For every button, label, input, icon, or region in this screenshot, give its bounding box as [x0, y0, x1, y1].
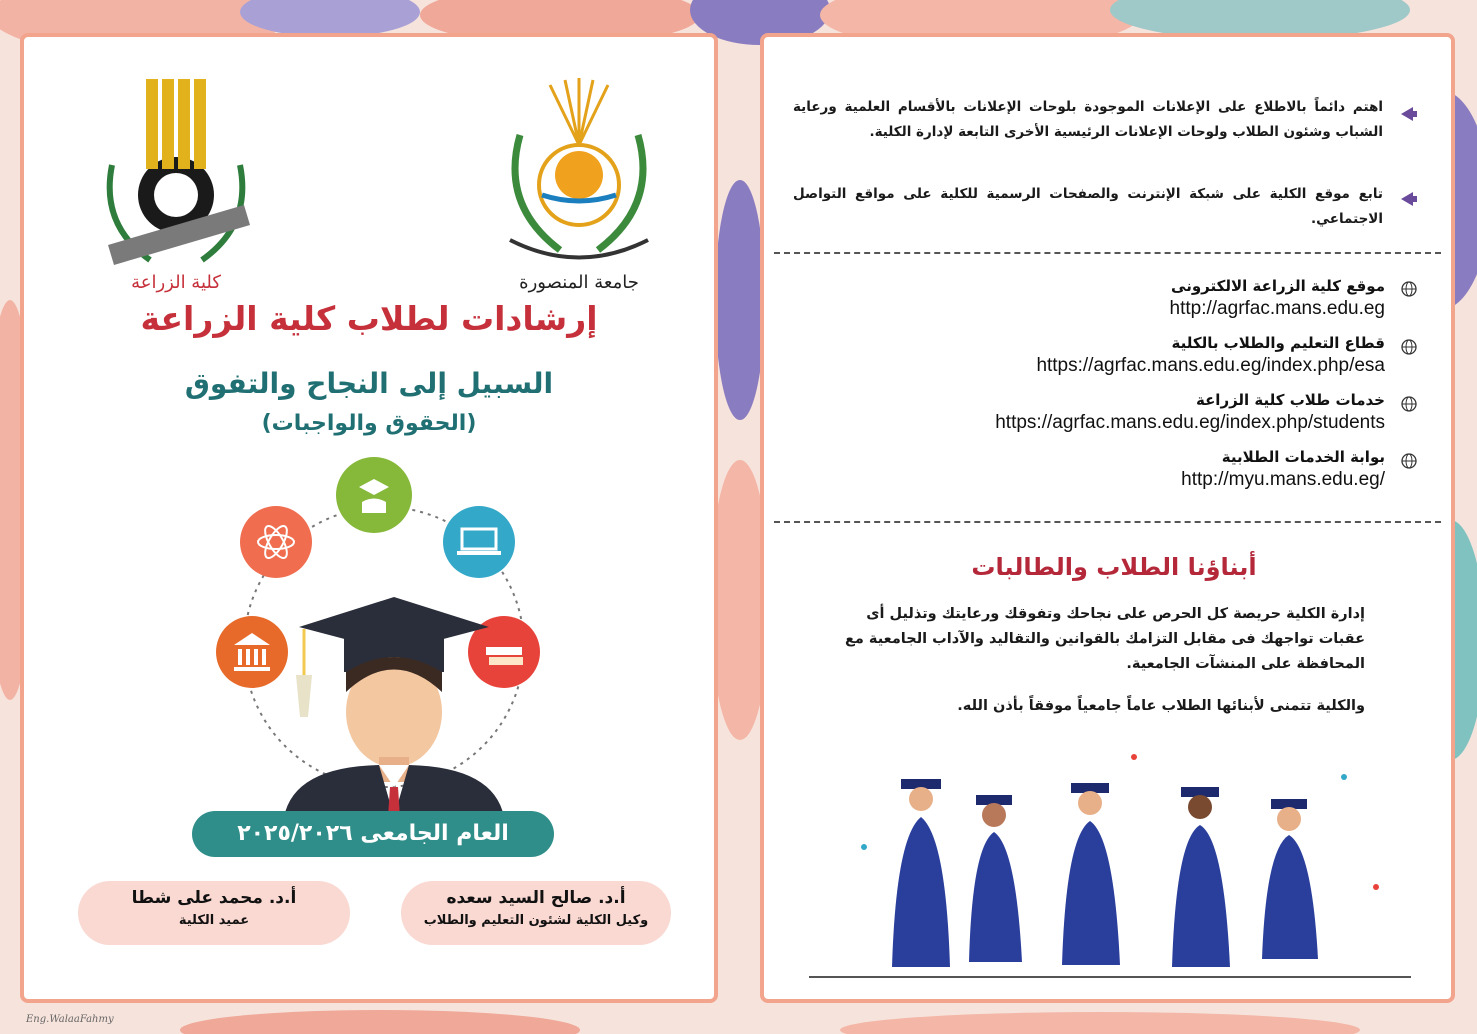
bullet-website: تابع موقع الكلية على شبكة الإنترنت والصفحات الرسمية للكلية على مواقع التواصل الاجتماعي. — [793, 186, 1383, 227]
mansoura-university-logo — [500, 75, 658, 295]
vice-dean-name: أ.د. صالح السيد سعده — [446, 888, 626, 908]
link-url[interactable]: http://agrfac.mans.edu.eg — [1169, 298, 1385, 319]
academic-year-badge: العام الجامعى ٢٠٢٥/٢٠٢٦ — [192, 811, 554, 857]
link-label: بوابة الخدمات الطلابية — [1221, 448, 1385, 466]
faculty-of-agriculture-logo — [100, 75, 252, 295]
graduate-figure — [892, 779, 950, 967]
link-label: موقع كلية الزراعة الالكترونى — [1171, 277, 1385, 295]
graduate-figure — [969, 795, 1022, 962]
vice-dean-role: وكيل الكلية لشئون التعليم والطلاب — [423, 913, 649, 928]
message-paragraph: إدارة الكلية حريصة كل الحرص على نجاحك وتفوقك ورعايتك وتذليل أى عقبات تواجهك فى مقابل التزامك بالقوانين والتقاليد والآداب الجامعية مع المحافظة على المنشآت الجامعية. — [845, 606, 1365, 672]
page-title: إرشادات لطلاب كلية الزراعة — [140, 299, 598, 338]
page-subtitle: السبيل إلى النجاح والتفوق — [184, 367, 554, 400]
atom-icon — [240, 506, 312, 578]
bullet-announcements: اهتم دائماً بالاطلاع على الإعلانات الموجودة بلوحات الإعلانات بالأقسام العلمية ورعاية الشباب وشئون الطلاب ولوحات الإعلانات الرئيسية الأخرى التابعة لإدارة الكلية. — [793, 99, 1383, 140]
section-divider — [774, 521, 1441, 523]
link-url[interactable]: http://myu.mans.edu.eg/ — [1181, 469, 1385, 490]
globe-icon — [1401, 339, 1417, 355]
section-divider — [774, 252, 1441, 254]
vice-dean-signature — [401, 881, 671, 945]
link-url[interactable]: https://agrfac.mans.edu.eg/index.php/students — [995, 412, 1385, 433]
right-panel — [760, 33, 1455, 1003]
globe-icon — [1401, 453, 1417, 469]
arrow-bullet-icon — [1401, 192, 1413, 206]
laptop-icon — [443, 506, 515, 578]
dean-name: أ.د. محمد على شطا — [131, 888, 297, 908]
left-panel — [20, 33, 718, 1003]
graduates-illustration — [804, 737, 1416, 987]
link-url[interactable]: https://agrfac.mans.edu.eg/index.php/esa — [1036, 355, 1385, 376]
dean-role: عميد الكلية — [178, 913, 250, 928]
graduate-figure — [1062, 783, 1120, 965]
wishes-paragraph: والكلية تتمنى لأبنائها الطلاب عاماً جامعياً موفقاً بأذن الله. — [957, 698, 1365, 714]
page-subtitle-rights: (الحقوق والواجبات) — [261, 411, 477, 436]
link-student-portal[interactable] — [1181, 448, 1385, 491]
globe-icon — [1401, 281, 1417, 297]
link-education-sector[interactable] — [1036, 334, 1385, 377]
dean-signature — [78, 881, 350, 945]
graduate-illustration — [194, 447, 574, 817]
university-logo-arabic: جامعة المنصورة — [519, 272, 639, 293]
building-icon — [216, 616, 288, 688]
link-label: قطاع التعليم والطلاب بالكلية — [1171, 334, 1385, 352]
globe-icon — [1401, 396, 1417, 412]
link-faculty-website[interactable] — [1170, 277, 1385, 320]
graduate-figure — [1172, 787, 1230, 967]
graduate-figure — [1262, 799, 1318, 959]
designer-credit: Eng.WalaaFahmy — [26, 1014, 114, 1025]
students-heading: أبناؤنا الطلاب والطالبات — [971, 553, 1257, 581]
link-label: خدمات طلاب كلية الزراعة — [1195, 391, 1385, 409]
faculty-logo-arabic: كلية الزراعة — [131, 272, 221, 293]
link-student-services[interactable] — [995, 391, 1385, 434]
arrow-bullet-icon — [1401, 107, 1413, 121]
